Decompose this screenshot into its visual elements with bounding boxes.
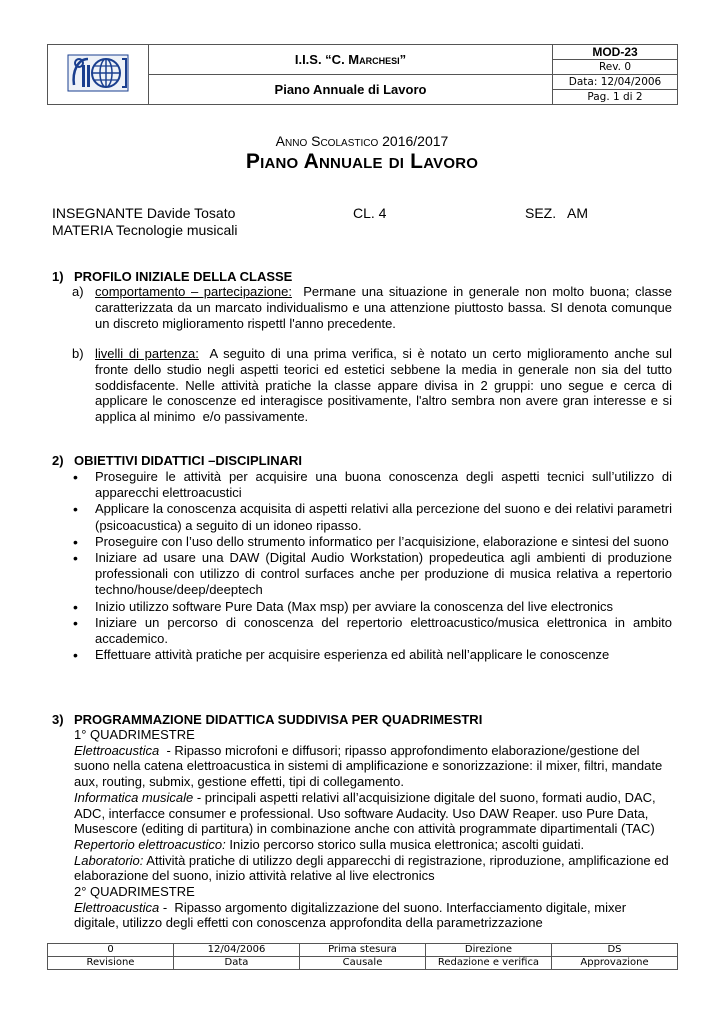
program-text bbox=[74, 727, 674, 931]
starting-level-paragraph: livelli di partenza: A seguito di una prima verifica, si è notato un certo miglioramento anche sul fronte dello studio negli aspetti teorici ed estetici sebbene la media in generale non sia del tutto soddisfacente. Nelle attività pratiche la classe appare divisa in 2 gruppi: uno segue e cerca di applicare le conoscenze ed interagisce positivamente, l'altro sembra non avere gran interesse e si applica al minimo e/o passivamente. bbox=[95, 346, 676, 425]
item-a-label: a) bbox=[72, 284, 84, 299]
electroacoustics-term2-paragraph: Elettroacustica - Ripasso argomento digitalizzazione del suono. Interfacciamento digitale, mixer digitale, utilizzo degli effetti con conoscenza approfondita della parametrizzazione bbox=[74, 899, 630, 931]
subject-name: MATERIA Tecnologie musicali bbox=[52, 222, 238, 238]
globe-logo-icon bbox=[66, 51, 130, 95]
list-item: • Iniziare un percorso di conoscenza del repertorio elettroacustico/musica elettronica in ambito accademico. bbox=[72, 615, 672, 647]
class-label: CL. 4 bbox=[353, 205, 387, 221]
table-cell: 12/04/2006 bbox=[174, 944, 300, 957]
first-term-heading: 1° QUADRIMESTRE bbox=[74, 727, 195, 742]
teacher-name: INSEGNANTE Davide Tosato bbox=[52, 205, 236, 221]
list-item: • Inizio utilizzo software Pure Data (Max msp) per avviare la conoscenza del live electronics bbox=[72, 599, 672, 615]
revision-number: Rev. 0 bbox=[553, 60, 678, 75]
repertoire-paragraph: Repertorio elettroacustico: Inizio percorso storico sulla musica elettronica; ascolti guidati. bbox=[74, 836, 585, 852]
item-b-label: b) bbox=[72, 346, 84, 361]
objectives-list bbox=[72, 469, 672, 663]
laboratory-paragraph: Laboratorio: Attività pratiche di utilizzo degli apparecchi di registrazione, riproduzione, amplificazione ed elaborazione del suono, inizio attività relative al live electronics bbox=[74, 852, 669, 884]
table-row bbox=[48, 944, 678, 957]
document-date: Data: 12/04/2006 bbox=[553, 75, 678, 90]
module-code: MOD-23 bbox=[553, 45, 678, 60]
school-name: I.I.S. “C. Marchesi” bbox=[149, 45, 553, 75]
table-row bbox=[48, 957, 678, 970]
table-cell: Redazione e verifica bbox=[426, 957, 552, 970]
list-item: • Proseguire le attività per acquisire una buona conoscenza degli aspetti tecnici sull’utilizzo di apparecchi elettroacustici bbox=[72, 469, 672, 501]
electroacoustics-paragraph: Elettroacustica - Ripasso microfoni e diffusori; ripasso approfondimento elaborazione/gestione del suono nella catena elettroacustica in sistemi di amplificazione e sonorizzazione: il mixer, filtri, mandate aux, routing, submix, gestione effetti, tipi di collegamento. bbox=[74, 742, 666, 790]
document-title: Piano Annuale di Lavoro bbox=[149, 75, 553, 105]
table-cell: Causale bbox=[300, 957, 426, 970]
section-2-heading: 2) OBIETTIVI DIDATTICI –DISCIPLINARI bbox=[52, 453, 302, 468]
list-item: • Effettuare attività pratiche per acquisire esperienza ed abilità nell’applicare le conoscenze bbox=[72, 647, 672, 663]
table-cell: Prima stesura bbox=[300, 944, 426, 957]
list-item: • Applicare la conoscenza acquisita di aspetti relativi alla percezione del suono e dei relativi parametri (psicoacustica) a seguito di un idoneo ripasso. bbox=[72, 501, 672, 533]
second-term-heading: 2° QUADRIMESTRE bbox=[74, 884, 195, 900]
table-cell: 0 bbox=[48, 944, 174, 957]
behaviour-paragraph: comportamento – partecipazione: Permane una situazione in generale non molto buona; classe caratterizzata da un marcato individualismo e una attenzione piuttosto bassa. SI denota comunque un discreto miglioramento rispettl l'anno precedente. bbox=[95, 284, 676, 331]
table-cell: Direzione bbox=[426, 944, 552, 957]
section-label: SEZ. AM bbox=[525, 205, 589, 221]
music-computing-paragraph: Informatica musicale - principali aspetti relativi all’acquisizione digitale del suono, formati audio, DAC, ADC, interfacce consumer e professional. Uso software Audacity. Uso DAW Reaper. uso Pure Data, Musescore (editing di partitura) in combinazione anche con attività programmate dipartimentali (TAC) bbox=[74, 789, 656, 837]
school-logo bbox=[48, 45, 149, 105]
table-cell: Revisione bbox=[48, 957, 174, 970]
page-number: Pag. 1 di 2 bbox=[553, 90, 678, 105]
section-1-heading: 1) PROFILO INIZIALE DELLA CLASSE bbox=[52, 269, 293, 284]
table-cell: Approvazione bbox=[552, 957, 678, 970]
table-cell: DS bbox=[552, 944, 678, 957]
list-item: • Iniziare ad usare una DAW (Digital Audio Workstation) propedeutica agli ambienti di produzione professionali con utilizzo di control surfaces anche per produzione di musica relativa a repertorio techno/house/deep/deeptech bbox=[72, 550, 672, 599]
header-table bbox=[47, 44, 678, 105]
page-title: Piano Annuale di Lavoro bbox=[245, 150, 479, 173]
revision-table bbox=[47, 943, 678, 970]
section-3-heading: 3) PROGRAMMAZIONE DIDATTICA SUDDIVISA PER QUADRIMESTRI bbox=[52, 712, 483, 727]
list-item: • Proseguire con l’uso dello strumento informatico per l’acquisizione, elaborazione e sintesi del suono bbox=[72, 534, 672, 550]
table-cell: Data bbox=[174, 957, 300, 970]
school-year: Anno Scolastico 2016/2017 bbox=[275, 133, 449, 149]
